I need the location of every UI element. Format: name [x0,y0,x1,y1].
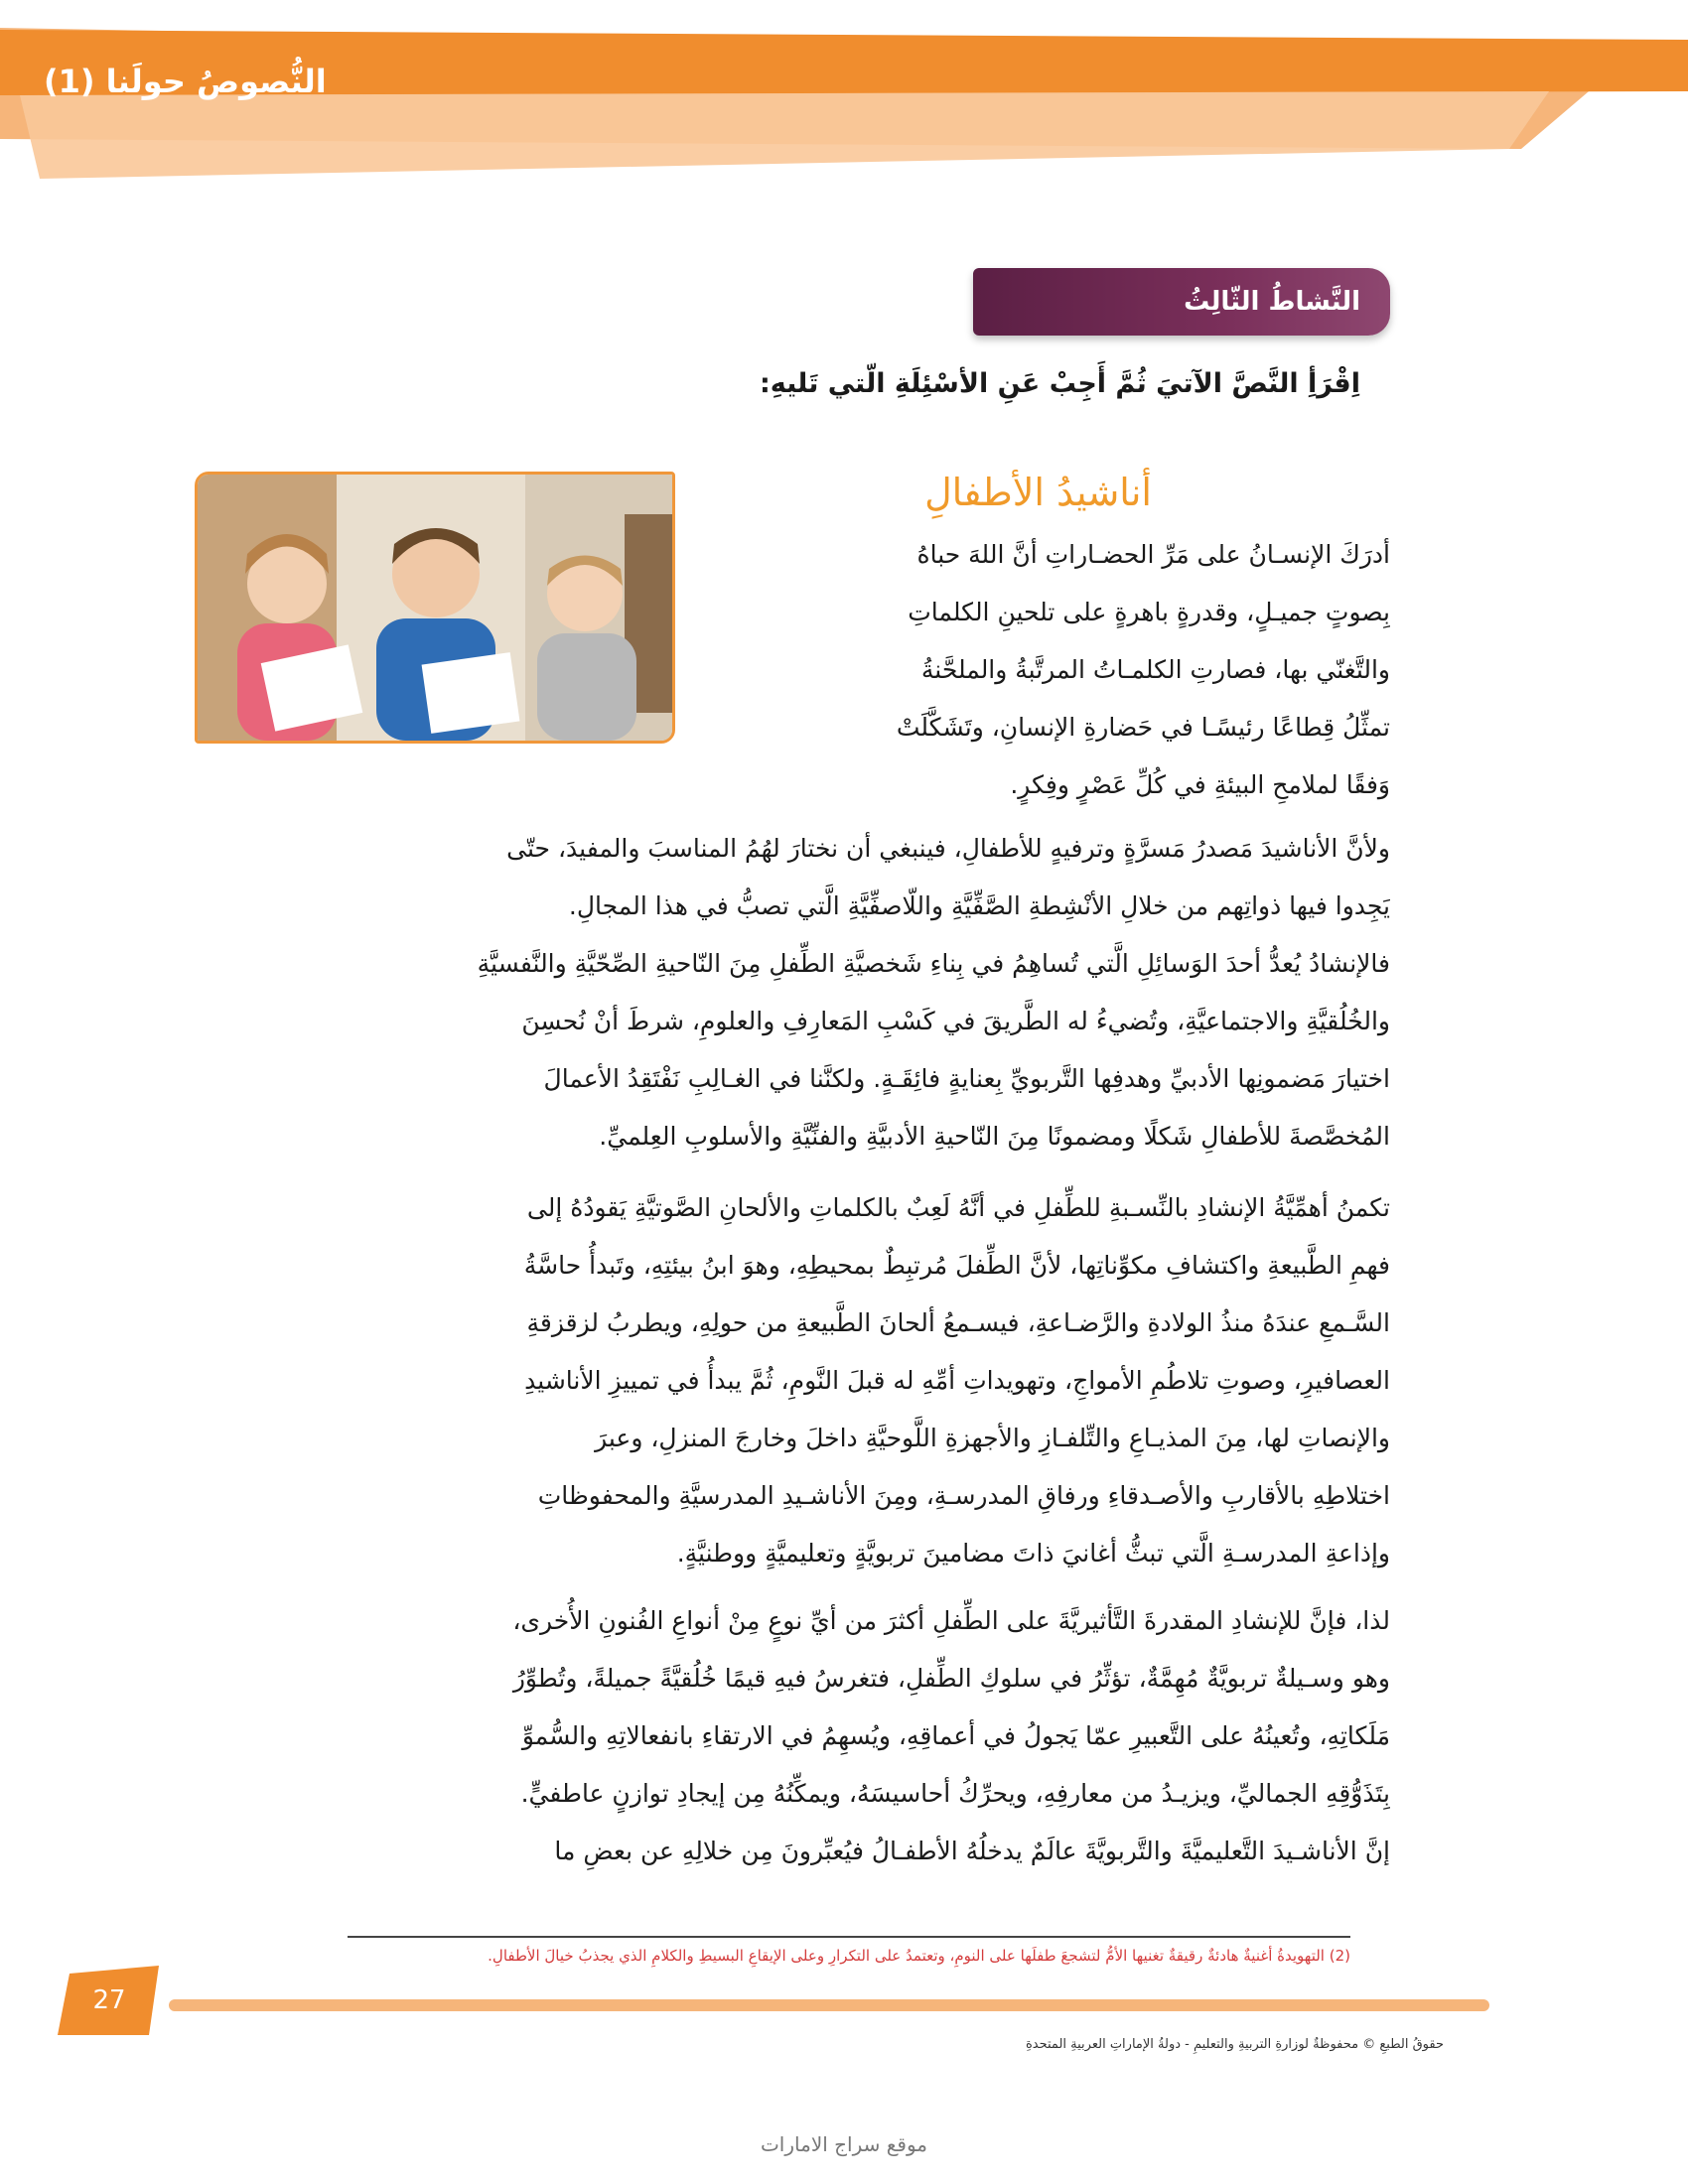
body-line: وإذاعةِ المدرسـةِ الَّتي تبثُّ أغانيَ ذاتَ مضامينَ تربويَّةٍ وتعليميَّةٍ ووطنيَّةٍ. [676,1539,1390,1568]
page-number: 27 [92,1985,126,2015]
body-line: السَّـمعِ عندَهُ منذُ الولادةِ والرَّضـاعةِ، فيسـمعُ ألحانَ الطَّبيعةِ من حولِهِ، ويطربُ لزقزقةِ [526,1308,1390,1337]
body-line: فهمِ الطَّبيعةِ واكتشافِ مكوِّناتِها، لأنَّ الطِّفلَ مُرتبِطٌ بمحيطِهِ، وهوَ ابنُ بيئتِهِ، وتَبدأُ حاسَّةُ [523,1251,1390,1280]
children-illustration [198,475,672,741]
activity-badge [973,268,1390,336]
body-line: والخُلُقيَّةِ والاجتماعيَّةِ، وتُضيءُ له الطَّريقَ في كَسْبِ المَعارِفِ والعلومِ، شرطَ أنْ نُحسِنَ [521,1007,1390,1035]
site-watermark: موقع سراج الامارات [760,2132,928,2156]
body-line: إنَّ الأناشـيدَ التَّعليميَّةَ والتَّربويَّةَ عالَمٌ يدخلُهُ الأطفـالُ فيُعبِّرونَ مِن خلالِهِ عن بعضِ ما [554,1837,1390,1865]
body-line: لذا، فإنَّ للإنشادِ المقدرةَ التَّأثيريَّةَ على الطِّفلِ أكثرَ من أيِّ نوعٍ مِنْ أنواعِ الفُنونِ الأُخرى، [512,1606,1390,1635]
activity-instruction: اِقْرَأِ النَّصَّ الآتيَ ثُمَّ أَجِبْ عَنِ الأسْئِلَةِ الّتي تَليهِ: [759,368,1360,399]
body-line: مَلَكاتِهِ، وتُعينُهُ على التَّعبيرِ عمّا يَجولُ في أعماقِهِ، ويُسهِمُ في الارتقاءِ بانفعالاتِهِ والسُّموِّ [521,1721,1390,1750]
body-line: والإنصاتِ لها، مِنَ المذيـاعِ والتِّلفـازِ والأجهزةِ اللَّوحيَّةِ داخلَ وخارجَ المنزلِ، وعبرَ [595,1424,1390,1452]
intro-line: والتَّغنّي بها، فصارتِ الكلمـاتُ المرتَّبةُ والملحَّنةُ [920,655,1390,684]
children-singing-photo [195,472,675,744]
body-line: اختلاطِهِ بالأقاربِ والأصـدقاءِ ورفاقِ المدرسـةِ، ومِنَ الأناشـيدِ المدرسيَّةِ والمحفوظاتِ [537,1481,1390,1510]
text-title: أناشيدُ الأطفالِ [924,471,1152,514]
intro-line: بِصوتٍ جميـلٍ، وقدرةٍ باهرةٍ على تلحينِ الكلماتِ [908,598,1390,626]
body-line: فالإنشادُ يُعدُّ أحدَ الوَسائِلِ الَّتي تُساهِمُ في بِناءِ شَخصيَّةِ الطِّفلِ مِنَ النّاحيةِ الصِّحّيَّةِ والنَّفسيَّةِ [477,949,1390,978]
body-line: اختيارَ مَضمونِها الأدبيِّ وهدفِها التَّربويِّ بِعنايةٍ فائِقَـةٍ. ولكنَّنا في الغـالِبِ نَفْتَقِدُ الأعمالَ [543,1064,1390,1093]
footer-rule [169,1999,1489,2011]
body-line: ولأنَّ الأناشيدَ مَصدرُ مَسرَّةٍ وترفيهٍ للأطفالِ، فينبغي أن نختارَ لهُمُ المناسبَ والمفيدَ، حتّى [506,834,1390,863]
body-line: العصافيرِ، وصوتِ تلاطُمِ الأمواجِ، وتهويداتِ أمِّهِ له قبلَ النَّومِ، ثُمَّ يبدأُ في تمييزِ الأناشيدِ [524,1366,1390,1395]
intro-line: وَفقًا لملامحِ البيئةِ في كُلِّ عَصْرٍ وفِكرٍ. [1010,770,1390,799]
chapter-title: النُّصوصُ حولَنا (1) [44,63,327,100]
body-line: وهو وسـيلةٌ تربويَّةٌ مُهِمَّةٌ، تؤثِّرُ في سلوكِ الطِّفلِ، فتغرسُ فيهِ قيمًا خُلُقيَّةً جميلةً، وتُطوِّرُ [512,1664,1390,1693]
body-line: تكمنُ أهمِّيَّةُ الإنشادِ بالنِّسـبةِ للطِّفلِ في أنَّهُ لَعِبٌ بالكلماتِ والألحانِ الصَّوتيَّةِ يَقودُهُ إلى [526,1193,1390,1222]
copyright-note: حقوقُ الطبعِ © محفوظةٌ لوزارةِ التربيةِ والتعليمِ - دولةُ الإماراتِ العربيةِ المتحدةِ [1025,2037,1444,2052]
body-line: يَجِدوا فيها ذواتِهم من خلالِ الأنْشِطةِ الصَّفِّيَّةِ واللّاصفِّيَّةِ الَّتي تصبُّ في هذا المجالِ. [568,891,1390,920]
activity-label: النَّشاطُ الثّالِثُ [1184,287,1360,317]
intro-line: تمثِّلُ قِطاعًا رئيسًـا في حَضارةِ الإنسانِ، وتَشَكَّلَتْ [896,713,1390,742]
body-line: بِتَذَوُّقِهِ الجماليِّ، ويزيـدُ من معارفِهِ، ويحرِّكُ أحاسيسَهُ، ويمكِّنُهُ مِن إيجادِ توازنٍ عاطفيٍّ. [520,1779,1390,1808]
body-line: المُخصَّصةَ للأطفالِ شَكلًا ومضمونًا مِنَ النّاحيةِ الأدبيَّةِ والفنِّيَّةِ والأسلوبِ العِلميِّ. [599,1122,1390,1151]
intro-line: أدرَكَ الإنسـانُ على مَرِّ الحضـاراتِ أنَّ اللهَ حباهُ [916,540,1390,569]
footnote: (2) التهويدةُ أغنيةٌ هادئةٌ رقيقةٌ تغنيها الأمُّ لتشجعَ طفلَها على النومِ، وتعتمدُ على التكرارِ وعلى الإيقاعِ البسيطِ والكلامِ الذي يجذبُ خيالَ الأطفالِ. [488,1947,1350,1965]
